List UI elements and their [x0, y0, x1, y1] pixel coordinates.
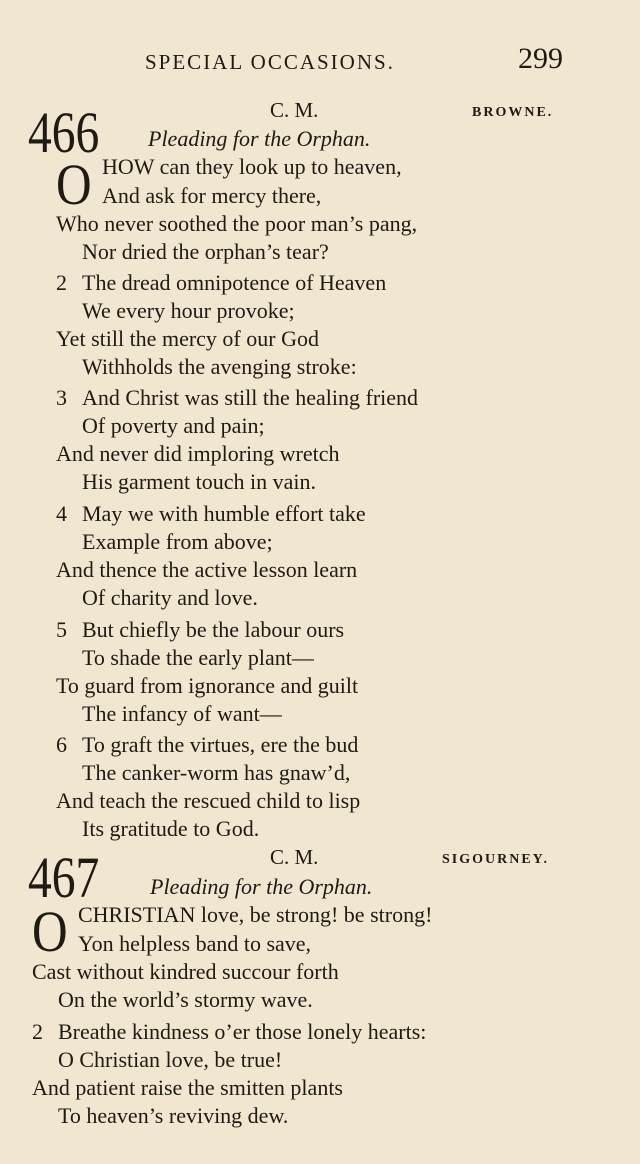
hymn-line-text: And Christ was still the healing friend: [82, 385, 419, 410]
hymn-line: Who never soothed the poor man’s pang,: [56, 211, 418, 236]
hymn-line: To heaven’s reviving dew.: [58, 1103, 289, 1128]
verse-number: 3: [56, 385, 67, 410]
hymn-line: And teach the rescued child to lisp: [56, 788, 361, 813]
hymn-meter: C. M.: [270, 98, 319, 122]
page-number: 299: [518, 42, 563, 75]
hymn-line: Example from above;: [82, 529, 273, 554]
verse-line: [56, 387, 418, 409]
hymn-subtitle: Pleading for the Orphan.: [150, 874, 373, 899]
hymn-line: To guard from ignorance and guilt: [56, 673, 359, 698]
hymn-line: And patient raise the smitten plants: [32, 1075, 343, 1100]
hymn-line: We every hour provoke;: [82, 298, 295, 323]
drop-cap: O: [32, 899, 68, 964]
verse-line: [56, 619, 344, 641]
hymn-meter: C. M.: [270, 845, 319, 869]
hymn-line: Its gratitude to God.: [82, 816, 260, 841]
hymn-line: To shade the early plant—: [82, 645, 314, 670]
hymn-number: 467: [28, 845, 100, 910]
hymn-line: And ask for mercy there,: [102, 183, 322, 208]
hymn-line: Nor dried the orphan’s tear?: [82, 239, 329, 264]
verse-number: 5: [56, 617, 67, 642]
hymn-line: And never did imploring wretch: [56, 441, 340, 466]
hymn-composer: SIGOURNEY.: [442, 852, 550, 867]
verse-line: [32, 1021, 426, 1043]
hymn-line: Withholds the avenging stroke:: [82, 354, 357, 379]
hymn-line: HOW can they look up to heaven,: [102, 154, 402, 179]
hymn-line: O Christian love, be true!: [58, 1047, 283, 1072]
verse-line: [56, 503, 366, 525]
verse-number: 2: [32, 1019, 43, 1044]
verse-number: 4: [56, 501, 67, 526]
hymn-subtitle: Pleading for the Orphan.: [148, 126, 371, 151]
hymn-line: Of charity and love.: [82, 585, 258, 610]
hymn-line-text: The dread omnipotence of Heaven: [82, 270, 387, 295]
hymn-line-text: May we with humble effort take: [82, 501, 366, 526]
verse-number: 2: [56, 270, 67, 295]
hymn-line: And thence the active lesson learn: [56, 557, 358, 582]
verse-line: [56, 734, 358, 756]
hymn-line-text: But chiefly be the labour ours: [82, 617, 345, 642]
hymn-line: Yon helpless band to save,: [78, 931, 312, 956]
verse-line: [56, 272, 386, 294]
hymn-number: 466: [28, 100, 100, 165]
hymn-line: Of poverty and pain;: [82, 413, 265, 438]
hymn-line: On the world’s stormy wave.: [58, 987, 313, 1012]
hymn-line: Cast without kindred succour forth: [32, 959, 339, 984]
running-head: SPECIAL OCCASIONS.: [145, 50, 395, 74]
hymn-line-text: To graft the virtues, ere the bud: [82, 732, 359, 757]
hymn-line: His garment touch in vain.: [82, 469, 317, 494]
drop-cap: O: [56, 152, 92, 217]
hymn-line-text: Breathe kindness o’er those lonely hearts:: [58, 1019, 427, 1044]
hymn-composer: BROWNE.: [472, 105, 554, 120]
verse-number: 6: [56, 732, 67, 757]
hymn-line: CHRISTIAN love, be strong! be strong!: [78, 902, 433, 927]
hymn-line: The canker-worm has gnaw’d,: [82, 760, 351, 785]
hymn-line: Yet still the mercy of our God: [56, 326, 319, 351]
hymn-line: The infancy of want—: [82, 701, 282, 726]
